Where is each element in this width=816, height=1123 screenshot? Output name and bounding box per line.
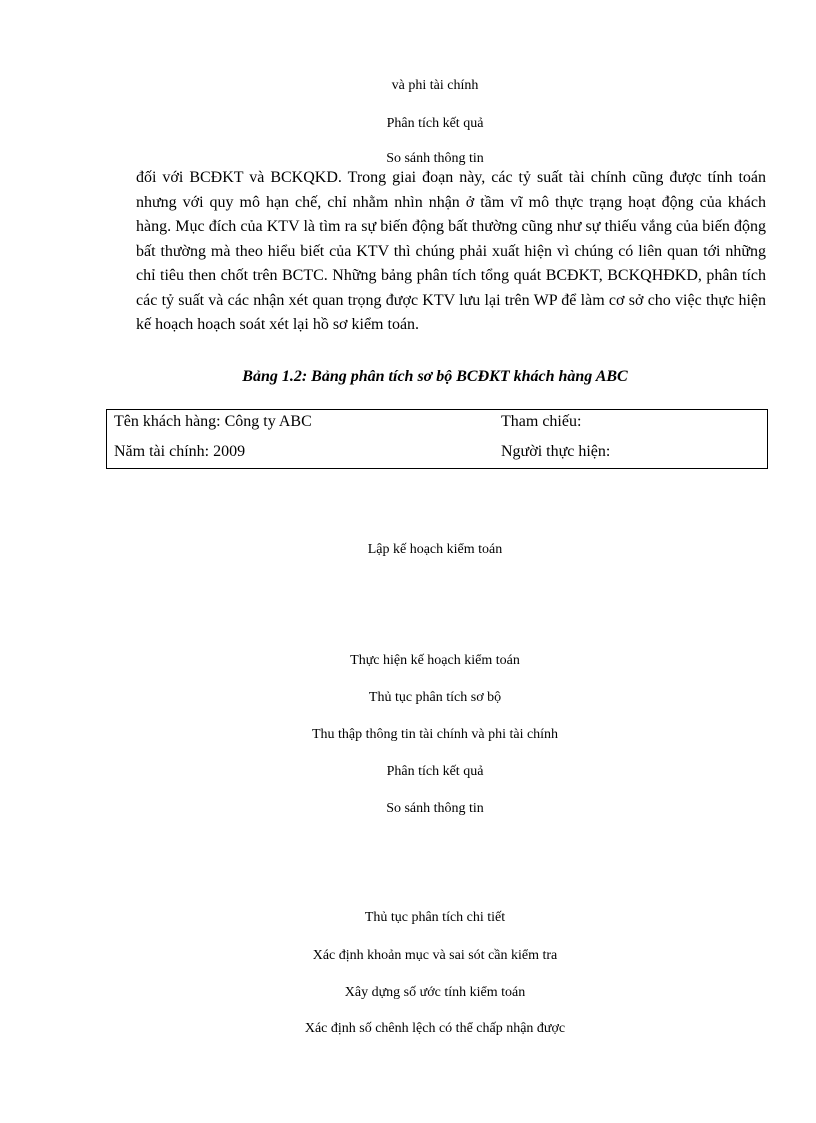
top-flow-line-3: So sánh thông tin: [386, 151, 484, 166]
flow-collect: Thu thập thông tin tài chính và phi tài chính: [311, 727, 559, 742]
reference-label: Tham chiếu:: [501, 413, 582, 430]
top-flow-line-1: và phi tài chính: [391, 78, 479, 93]
flow-compare: So sánh thông tin: [386, 801, 484, 816]
flow-detail: Thủ tục phân tích chi tiết: [364, 910, 506, 925]
table-caption: Bảng 1.2: Bảng phân tích sơ bộ BCĐKT khách hàng ABC: [242, 368, 628, 385]
top-flow-line-2: Phân tích kết quả: [386, 116, 484, 131]
client-name: Tên khách hàng: Công ty ABC: [114, 413, 312, 430]
flow-estimate: Xây dựng số ước tính kiểm toán: [344, 985, 526, 1000]
fiscal-year: Năm tài chính: 2009: [114, 443, 246, 460]
flow-prelim: Thủ tục phân tích sơ bộ: [368, 690, 502, 705]
client-info-box: [106, 409, 768, 469]
flow-plan: Lập kế hoạch kiểm toán: [367, 542, 503, 557]
performer-label: Người thực hiện:: [501, 443, 611, 460]
flow-threshold: Xác định số chênh lệch có thể chấp nhận được: [304, 1021, 566, 1036]
flow-identify: Xác định khoản mục và sai sót cần kiểm tra: [312, 948, 558, 963]
body-paragraph: đối với BCĐKT và BCKQKD. Trong giai đoạn này, các tỷ suất tài chính cũng được tính toán nhưng với quy mô hạn chế, chỉ nhằm nhìn nhận ở tầm vĩ mô thực trạng hoạt động của khách hàng. Mục đích của KTV là tìm ra sự biến động bất thường cũng như sự thiếu vắng của biến động bất thường mà theo hiểu biết của KTV thì chúng phải xuất hiện vì chúng có liên quan tới những chỉ tiêu then chốt trên BCTC. Những bảng phân tích tổng quát BCĐKT, BCKQHĐKD, phân tích các tỷ suất và các nhận xét quan trọng được KTV lưu lại trên WP để làm cơ sở cho việc thực hiện kế hoạch hoạch soát xét lại hồ sơ kiểm toán.: [136, 169, 766, 333]
flow-execute: Thực hiện kế hoạch kiểm toán: [350, 653, 520, 668]
flow-analyze: Phân tích kết quả: [386, 764, 484, 779]
